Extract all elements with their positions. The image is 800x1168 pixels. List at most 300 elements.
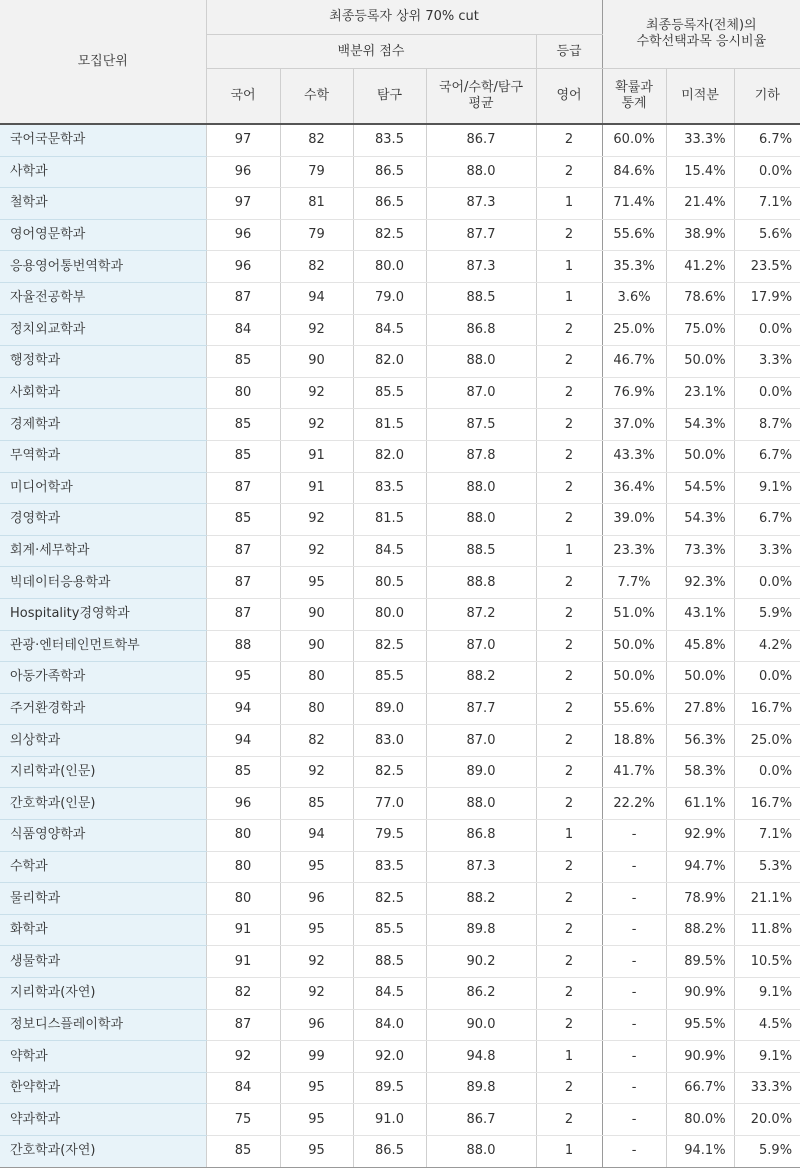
average-cell: 87.0 — [426, 725, 536, 757]
probability-cell: 55.6% — [602, 219, 666, 251]
dept-name: 사회학과 — [0, 377, 206, 409]
english-cell: 1 — [536, 820, 602, 852]
table-row — [0, 535, 800, 567]
average-cell: 90.2 — [426, 946, 536, 978]
table-row — [0, 472, 800, 504]
cut-group-header: 최종등록자 상위 70% cut — [206, 0, 602, 35]
table-row — [0, 314, 800, 346]
math-cell: 82 — [280, 124, 353, 156]
calculus-cell: 54.3% — [666, 504, 734, 536]
math-cell: 80 — [280, 693, 353, 725]
math-cell: 85 — [280, 788, 353, 820]
inquiry-header: 탐구 — [353, 69, 426, 125]
english-cell: 2 — [536, 851, 602, 883]
table-row — [0, 251, 800, 283]
english-cell: 2 — [536, 156, 602, 188]
calculus-cell: 95.5% — [666, 1009, 734, 1041]
korean-cell: 85 — [206, 346, 280, 378]
probability-cell: 3.6% — [602, 282, 666, 314]
korean-cell: 75 — [206, 1104, 280, 1136]
calculus-cell: 15.4% — [666, 156, 734, 188]
korean-cell: 85 — [206, 504, 280, 536]
dept-name: 아동가족학과 — [0, 662, 206, 694]
english-cell: 2 — [536, 598, 602, 630]
average-cell: 88.0 — [426, 504, 536, 536]
inquiry-cell: 86.5 — [353, 1136, 426, 1168]
probability-header-line2: 통계 — [621, 96, 647, 111]
average-cell: 88.0 — [426, 1136, 536, 1168]
average-cell: 88.5 — [426, 282, 536, 314]
table-row — [0, 440, 800, 472]
dept-name: 미디어학과 — [0, 472, 206, 504]
average-cell: 88.2 — [426, 662, 536, 694]
average-cell: 88.0 — [426, 156, 536, 188]
geometry-cell: 9.1% — [734, 472, 800, 504]
dept-name: 경제학과 — [0, 409, 206, 441]
ratio-group-header — [602, 0, 800, 69]
inquiry-cell: 85.5 — [353, 914, 426, 946]
english-cell: 2 — [536, 1009, 602, 1041]
average-cell: 87.5 — [426, 409, 536, 441]
english-cell: 2 — [536, 725, 602, 757]
calculus-cell: 89.5% — [666, 946, 734, 978]
calculus-cell: 54.5% — [666, 472, 734, 504]
math-cell: 95 — [280, 1072, 353, 1104]
inquiry-cell: 77.0 — [353, 788, 426, 820]
average-header-line1: 국어/수학/탐구 — [438, 80, 524, 95]
korean-cell: 94 — [206, 725, 280, 757]
average-cell: 87.3 — [426, 188, 536, 220]
korean-cell: 87 — [206, 598, 280, 630]
geometry-cell: 23.5% — [734, 251, 800, 283]
korean-cell: 91 — [206, 946, 280, 978]
calculus-cell: 94.7% — [666, 851, 734, 883]
math-cell: 96 — [280, 883, 353, 915]
probability-cell: 50.0% — [602, 662, 666, 694]
english-cell: 1 — [536, 188, 602, 220]
table-row — [0, 1041, 800, 1073]
english-cell: 2 — [536, 946, 602, 978]
korean-cell: 96 — [206, 219, 280, 251]
dept-name: 지리학과(인문) — [0, 756, 206, 788]
probability-cell: 71.4% — [602, 188, 666, 220]
geometry-cell: 25.0% — [734, 725, 800, 757]
probability-cell: 51.0% — [602, 598, 666, 630]
geometry-cell: 5.9% — [734, 598, 800, 630]
average-cell: 87.0 — [426, 377, 536, 409]
calculus-cell: 80.0% — [666, 1104, 734, 1136]
calculus-cell: 41.2% — [666, 251, 734, 283]
dept-name: 생물학과 — [0, 946, 206, 978]
english-cell: 2 — [536, 124, 602, 156]
inquiry-cell: 82.0 — [353, 440, 426, 472]
math-cell: 90 — [280, 598, 353, 630]
math-cell: 96 — [280, 1009, 353, 1041]
math-cell: 82 — [280, 725, 353, 757]
math-cell: 80 — [280, 662, 353, 694]
geometry-cell: 21.1% — [734, 883, 800, 915]
probability-cell: 25.0% — [602, 314, 666, 346]
korean-cell: 85 — [206, 1136, 280, 1168]
geometry-cell: 5.3% — [734, 851, 800, 883]
dept-name: 응용영어통번역학과 — [0, 251, 206, 283]
calculus-cell: 27.8% — [666, 693, 734, 725]
average-cell: 88.0 — [426, 346, 536, 378]
table-row — [0, 914, 800, 946]
average-cell: 86.7 — [426, 1104, 536, 1136]
korean-cell: 87 — [206, 282, 280, 314]
calculus-cell: 90.9% — [666, 1041, 734, 1073]
dept-name: 정보디스플레이학과 — [0, 1009, 206, 1041]
geometry-cell: 0.0% — [734, 567, 800, 599]
korean-cell: 85 — [206, 440, 280, 472]
korean-cell: 87 — [206, 567, 280, 599]
calculus-cell: 78.6% — [666, 282, 734, 314]
dept-name: 관광·엔터테인먼트학부 — [0, 630, 206, 662]
average-cell: 88.0 — [426, 472, 536, 504]
calculus-cell: 94.1% — [666, 1136, 734, 1168]
geometry-cell: 9.1% — [734, 1041, 800, 1073]
korean-cell: 95 — [206, 662, 280, 694]
inquiry-cell: 89.0 — [353, 693, 426, 725]
inquiry-cell: 82.5 — [353, 630, 426, 662]
math-header: 수학 — [280, 69, 353, 125]
english-cell: 2 — [536, 883, 602, 915]
probability-cell: - — [602, 1009, 666, 1041]
dept-name: 한약학과 — [0, 1072, 206, 1104]
geometry-cell: 3.3% — [734, 346, 800, 378]
math-cell: 95 — [280, 567, 353, 599]
probability-header-line1: 확률과 — [615, 80, 653, 95]
probability-cell: 46.7% — [602, 346, 666, 378]
dept-name: 화학과 — [0, 914, 206, 946]
probability-cell: - — [602, 914, 666, 946]
math-cell: 92 — [280, 377, 353, 409]
korean-header: 국어 — [206, 69, 280, 125]
english-cell: 2 — [536, 788, 602, 820]
geometry-cell: 17.9% — [734, 282, 800, 314]
inquiry-cell: 82.5 — [353, 883, 426, 915]
ratio-header-line1: 최종등록자(전체)의 — [646, 18, 757, 33]
dept-header: 모집단위 — [0, 0, 206, 124]
math-cell: 79 — [280, 219, 353, 251]
calculus-cell: 61.1% — [666, 788, 734, 820]
math-cell: 91 — [280, 440, 353, 472]
dept-name: 정치외교학과 — [0, 314, 206, 346]
inquiry-cell: 80.5 — [353, 567, 426, 599]
average-cell: 87.2 — [426, 598, 536, 630]
geometry-cell: 0.0% — [734, 662, 800, 694]
probability-cell: 36.4% — [602, 472, 666, 504]
dept-name: 사학과 — [0, 156, 206, 188]
geometry-cell: 20.0% — [734, 1104, 800, 1136]
calculus-cell: 54.3% — [666, 409, 734, 441]
english-cell: 2 — [536, 978, 602, 1010]
probability-cell: 39.0% — [602, 504, 666, 536]
english-cell: 1 — [536, 1041, 602, 1073]
average-cell: 88.5 — [426, 535, 536, 567]
inquiry-cell: 83.5 — [353, 124, 426, 156]
table-row — [0, 1009, 800, 1041]
korean-cell: 87 — [206, 1009, 280, 1041]
calculus-cell: 21.4% — [666, 188, 734, 220]
geometry-cell: 8.7% — [734, 409, 800, 441]
table-row — [0, 946, 800, 978]
table-row — [0, 567, 800, 599]
inquiry-cell: 84.5 — [353, 978, 426, 1010]
average-cell: 89.8 — [426, 1072, 536, 1104]
korean-cell: 97 — [206, 124, 280, 156]
dept-name: 국어국문학과 — [0, 124, 206, 156]
math-cell: 79 — [280, 156, 353, 188]
probability-cell: 22.2% — [602, 788, 666, 820]
table-row — [0, 188, 800, 220]
math-cell: 95 — [280, 1136, 353, 1168]
average-cell: 87.7 — [426, 693, 536, 725]
english-cell: 2 — [536, 314, 602, 346]
probability-cell: - — [602, 946, 666, 978]
table-row — [0, 1072, 800, 1104]
calculus-cell: 56.3% — [666, 725, 734, 757]
math-cell: 95 — [280, 851, 353, 883]
calculus-cell: 23.1% — [666, 377, 734, 409]
probability-cell: 55.6% — [602, 693, 666, 725]
dept-name: 지리학과(자연) — [0, 978, 206, 1010]
korean-cell: 91 — [206, 914, 280, 946]
calculus-cell: 45.8% — [666, 630, 734, 662]
english-cell: 2 — [536, 567, 602, 599]
inquiry-cell: 79.5 — [353, 820, 426, 852]
average-cell: 86.8 — [426, 314, 536, 346]
table-row — [0, 693, 800, 725]
math-cell: 91 — [280, 472, 353, 504]
math-cell: 92 — [280, 409, 353, 441]
inquiry-cell: 91.0 — [353, 1104, 426, 1136]
english-cell: 2 — [536, 346, 602, 378]
geometry-cell: 7.1% — [734, 188, 800, 220]
table-row — [0, 630, 800, 662]
math-cell: 92 — [280, 756, 353, 788]
dept-name: Hospitality경영학과 — [0, 598, 206, 630]
geometry-cell: 10.5% — [734, 946, 800, 978]
inquiry-cell: 82.5 — [353, 219, 426, 251]
inquiry-cell: 83.5 — [353, 472, 426, 504]
dept-name: 식품영양학과 — [0, 820, 206, 852]
table-row — [0, 756, 800, 788]
math-cell: 92 — [280, 946, 353, 978]
english-cell: 2 — [536, 409, 602, 441]
calculus-cell: 92.3% — [666, 567, 734, 599]
calculus-header: 미적분 — [666, 69, 734, 125]
dept-name: 의상학과 — [0, 725, 206, 757]
probability-cell: 7.7% — [602, 567, 666, 599]
average-cell: 88.8 — [426, 567, 536, 599]
geometry-cell: 4.2% — [734, 630, 800, 662]
probability-cell: - — [602, 820, 666, 852]
table-row — [0, 1136, 800, 1168]
probability-header — [602, 69, 666, 125]
calculus-cell: 66.7% — [666, 1072, 734, 1104]
math-cell: 92 — [280, 535, 353, 567]
korean-cell: 80 — [206, 883, 280, 915]
table-row — [0, 346, 800, 378]
dept-name: 약학과 — [0, 1041, 206, 1073]
table-row — [0, 1104, 800, 1136]
english-cell: 2 — [536, 1072, 602, 1104]
math-cell: 90 — [280, 630, 353, 662]
average-header — [426, 69, 536, 125]
dept-name: 간호학과(자연) — [0, 1136, 206, 1168]
english-cell: 1 — [536, 535, 602, 567]
geometry-cell: 9.1% — [734, 978, 800, 1010]
average-cell: 90.0 — [426, 1009, 536, 1041]
geometry-cell: 5.9% — [734, 1136, 800, 1168]
geometry-cell: 11.8% — [734, 914, 800, 946]
grade-header: 등급 — [536, 35, 602, 69]
inquiry-cell: 81.5 — [353, 409, 426, 441]
korean-cell: 96 — [206, 788, 280, 820]
probability-cell: 60.0% — [602, 124, 666, 156]
probability-cell: 37.0% — [602, 409, 666, 441]
dept-name: 행정학과 — [0, 346, 206, 378]
inquiry-cell: 85.5 — [353, 377, 426, 409]
english-cell: 2 — [536, 377, 602, 409]
table-row — [0, 409, 800, 441]
english-cell: 1 — [536, 251, 602, 283]
average-cell: 87.3 — [426, 251, 536, 283]
dept-name: 자율전공학부 — [0, 282, 206, 314]
probability-cell: 41.7% — [602, 756, 666, 788]
geometry-cell: 7.1% — [734, 820, 800, 852]
dept-name: 약과학과 — [0, 1104, 206, 1136]
english-cell: 2 — [536, 914, 602, 946]
korean-cell: 85 — [206, 409, 280, 441]
math-cell: 81 — [280, 188, 353, 220]
calculus-cell: 50.0% — [666, 346, 734, 378]
english-cell: 1 — [536, 1136, 602, 1168]
inquiry-cell: 84.5 — [353, 314, 426, 346]
math-cell: 94 — [280, 820, 353, 852]
math-cell: 90 — [280, 346, 353, 378]
average-cell: 94.8 — [426, 1041, 536, 1073]
geometry-cell: 0.0% — [734, 156, 800, 188]
table-row — [0, 377, 800, 409]
table-row — [0, 851, 800, 883]
dept-name: 물리학과 — [0, 883, 206, 915]
geometry-header: 기하 — [734, 69, 800, 125]
inquiry-cell: 80.0 — [353, 251, 426, 283]
geometry-cell: 16.7% — [734, 693, 800, 725]
inquiry-cell: 82.0 — [353, 346, 426, 378]
korean-cell: 80 — [206, 820, 280, 852]
english-cell: 2 — [536, 662, 602, 694]
average-cell: 86.7 — [426, 124, 536, 156]
english-cell: 2 — [536, 440, 602, 472]
average-cell: 86.8 — [426, 820, 536, 852]
inquiry-cell: 84.5 — [353, 535, 426, 567]
probability-cell: 43.3% — [602, 440, 666, 472]
table-row — [0, 978, 800, 1010]
math-cell: 95 — [280, 1104, 353, 1136]
average-cell: 88.0 — [426, 788, 536, 820]
average-cell: 87.8 — [426, 440, 536, 472]
english-cell: 2 — [536, 756, 602, 788]
probability-cell: 84.6% — [602, 156, 666, 188]
geometry-cell: 3.3% — [734, 535, 800, 567]
average-cell: 88.2 — [426, 883, 536, 915]
calculus-cell: 78.9% — [666, 883, 734, 915]
korean-cell: 94 — [206, 693, 280, 725]
korean-cell: 85 — [206, 756, 280, 788]
korean-cell: 82 — [206, 978, 280, 1010]
inquiry-cell: 92.0 — [353, 1041, 426, 1073]
probability-cell: - — [602, 978, 666, 1010]
inquiry-cell: 84.0 — [353, 1009, 426, 1041]
english-cell: 2 — [536, 630, 602, 662]
dept-name: 무역학과 — [0, 440, 206, 472]
dept-name: 회계·세무학과 — [0, 535, 206, 567]
table-row — [0, 598, 800, 630]
probability-cell: - — [602, 851, 666, 883]
average-header-line2: 평균 — [468, 96, 494, 111]
math-cell: 82 — [280, 251, 353, 283]
probability-cell: - — [602, 1136, 666, 1168]
korean-cell: 88 — [206, 630, 280, 662]
inquiry-cell: 85.5 — [353, 662, 426, 694]
calculus-cell: 73.3% — [666, 535, 734, 567]
inquiry-cell: 83.0 — [353, 725, 426, 757]
table-row — [0, 156, 800, 188]
probability-cell: 18.8% — [602, 725, 666, 757]
geometry-cell: 5.6% — [734, 219, 800, 251]
english-cell: 2 — [536, 504, 602, 536]
korean-cell: 84 — [206, 1072, 280, 1104]
inquiry-cell: 88.5 — [353, 946, 426, 978]
probability-cell: 35.3% — [602, 251, 666, 283]
english-header: 영어 — [536, 69, 602, 125]
inquiry-cell: 86.5 — [353, 188, 426, 220]
calculus-cell: 33.3% — [666, 124, 734, 156]
percentile-header: 백분위 점수 — [206, 35, 536, 69]
korean-cell: 87 — [206, 535, 280, 567]
probability-cell: - — [602, 1041, 666, 1073]
probability-cell: - — [602, 1072, 666, 1104]
table-header — [0, 0, 800, 124]
geometry-cell: 0.0% — [734, 756, 800, 788]
average-cell: 87.3 — [426, 851, 536, 883]
geometry-cell: 0.0% — [734, 314, 800, 346]
average-cell: 89.8 — [426, 914, 536, 946]
calculus-cell: 50.0% — [666, 662, 734, 694]
table-row — [0, 820, 800, 852]
probability-cell: 76.9% — [602, 377, 666, 409]
calculus-cell: 92.9% — [666, 820, 734, 852]
average-cell: 86.2 — [426, 978, 536, 1010]
calculus-cell: 50.0% — [666, 440, 734, 472]
probability-cell: 23.3% — [602, 535, 666, 567]
korean-cell: 96 — [206, 251, 280, 283]
average-cell: 87.7 — [426, 219, 536, 251]
dept-name: 영어영문학과 — [0, 219, 206, 251]
inquiry-cell: 82.5 — [353, 756, 426, 788]
math-cell: 99 — [280, 1041, 353, 1073]
english-cell: 2 — [536, 693, 602, 725]
dept-name: 간호학과(인문) — [0, 788, 206, 820]
table-row — [0, 662, 800, 694]
math-cell: 95 — [280, 914, 353, 946]
geometry-cell: 16.7% — [734, 788, 800, 820]
table-row — [0, 883, 800, 915]
